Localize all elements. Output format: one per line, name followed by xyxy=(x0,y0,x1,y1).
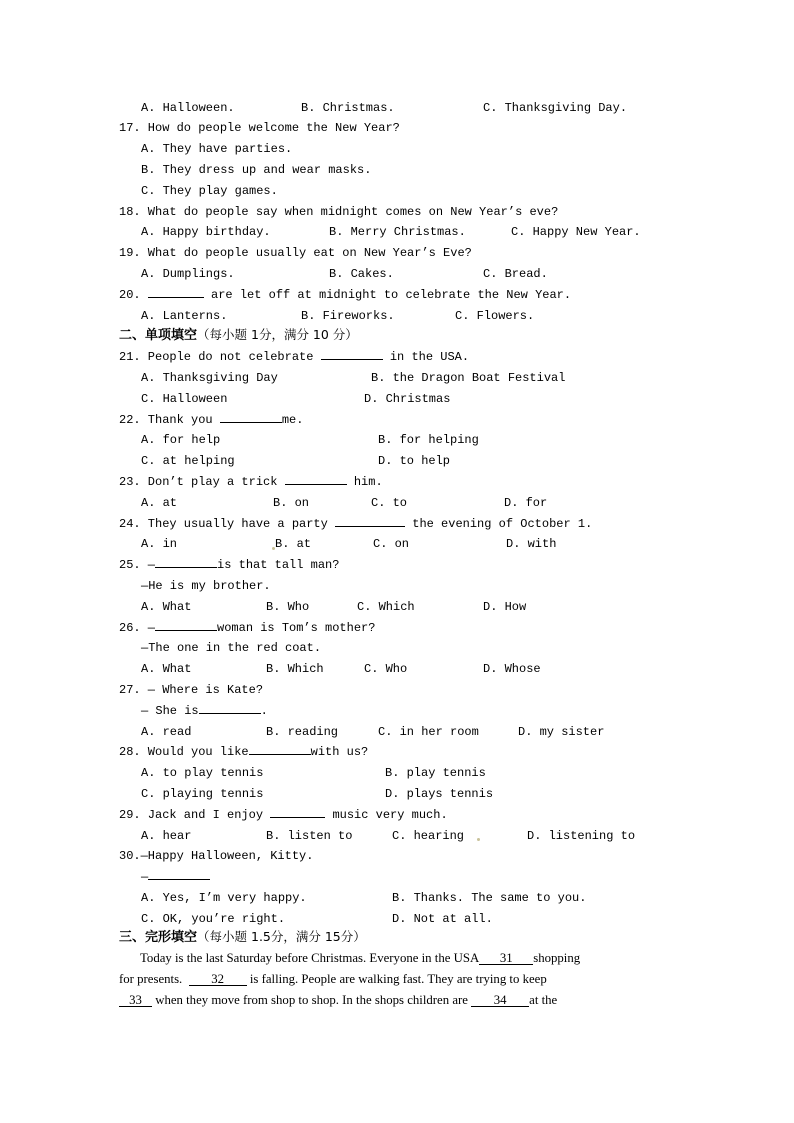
q20-stem xyxy=(119,288,571,302)
q23-stem xyxy=(119,475,383,489)
answer-blank[interactable] xyxy=(155,630,217,631)
q30-option-c: C. OK, you’re right. xyxy=(141,912,286,926)
q26-option-a: A. What xyxy=(141,662,192,676)
q24-option-b: B. at xyxy=(275,537,312,551)
q29-option-b: B. listen to xyxy=(266,829,353,843)
passage-line-2 xyxy=(119,972,547,986)
q26-stem-post: woman is Tom’s mother? xyxy=(217,621,376,635)
q24-option-a: A. in xyxy=(141,537,178,551)
q29-option-c: C. hearing xyxy=(392,829,465,843)
q23-option-a: A. at xyxy=(141,496,178,510)
q26-stem-pre: 26. — xyxy=(119,621,156,635)
q23-stem-pre: 23. Don’t play a trick xyxy=(119,475,278,489)
q17-option-a: A. They have parties. xyxy=(141,142,293,156)
q25-reply: —He is my brother. xyxy=(141,579,271,593)
q18-option-a: A. Happy birthday. xyxy=(141,225,271,239)
answer-blank[interactable] xyxy=(148,297,204,298)
q18-option-c: C. Happy New Year. xyxy=(511,225,641,239)
section-3-note: （每小题 1.5分，满分 15分） xyxy=(197,929,366,944)
q16-option-c: C. Thanksgiving Day. xyxy=(483,101,628,115)
q25-stem-pre: 25. — xyxy=(119,558,156,572)
q25-option-c: C. Which xyxy=(357,600,415,614)
q25-stem xyxy=(119,558,339,572)
q28-option-d: D. plays tennis xyxy=(385,787,494,801)
answer-blank[interactable] xyxy=(321,359,383,360)
q20-option-a: A. Lanterns. xyxy=(141,309,228,323)
q21-stem-pre: 21. People do not celebrate xyxy=(119,350,314,364)
q29-stem xyxy=(119,808,448,822)
q30-stem: 30.—Happy Halloween, Kitty. xyxy=(119,849,314,863)
q18-option-b: B. Merry Christmas. xyxy=(329,225,466,239)
section-2-note: （每小题 1分，满分 10 分） xyxy=(197,327,358,342)
q22-option-d: D. to help xyxy=(378,454,451,468)
q29-option-a: A. hear xyxy=(141,829,192,843)
cloze-blank-33[interactable]: 33 xyxy=(119,994,152,1007)
speck xyxy=(272,547,275,550)
q24-stem xyxy=(119,517,592,531)
q21-stem xyxy=(119,350,469,364)
q22-option-a: A. for help xyxy=(141,433,221,447)
speck xyxy=(477,838,480,841)
q17-option-c: C. They play games. xyxy=(141,184,278,198)
q26-reply: —The one in the red coat. xyxy=(141,641,322,655)
section-2-title: 二、单项填空 xyxy=(119,328,198,343)
q19-option-c: C. Bread. xyxy=(483,267,548,281)
q25-option-a: A. What xyxy=(141,600,192,614)
q28-option-c: C. playing tennis xyxy=(141,787,264,801)
answer-blank[interactable] xyxy=(148,879,210,880)
q29-option-d: D. listening to xyxy=(527,829,636,843)
q27-reply-post: . xyxy=(260,704,268,718)
q22-option-c: C. at helping xyxy=(141,454,235,468)
q22-option-b: B. for helping xyxy=(378,433,479,447)
q30-reply xyxy=(141,870,210,884)
cloze-blank-32[interactable]: 32 xyxy=(189,973,247,986)
q24-stem-post: the evening of October 1. xyxy=(412,517,593,531)
q29-stem-pre: 29. Jack and I enjoy xyxy=(119,808,264,822)
q21-option-a: A. Thanksgiving Day xyxy=(141,371,278,385)
q20-option-c: C. Flowers. xyxy=(455,309,535,323)
q25-stem-post: is that tall man? xyxy=(217,558,340,572)
q24-stem-pre: 24. They usually have a party xyxy=(119,517,328,531)
q25-option-b: B. Who xyxy=(266,600,310,614)
q25-option-d: D. How xyxy=(483,600,527,614)
q27-stem: 27. — Where is Kate? xyxy=(119,683,264,697)
q20-option-b: B. Fireworks. xyxy=(301,309,395,323)
q27-option-c: C. in her room xyxy=(378,725,479,739)
q27-reply-pre: — She is xyxy=(141,704,199,718)
cloze-blank-34[interactable]: 34 xyxy=(471,994,529,1007)
section-3-heading xyxy=(119,930,366,945)
passage-text: when they move from shop to shop. In the shops children are xyxy=(155,993,468,1007)
q28-stem xyxy=(119,745,368,759)
passage-line-3 xyxy=(119,993,557,1007)
q16-option-a: A. Halloween. xyxy=(141,101,235,115)
q28-stem-post: with us? xyxy=(310,745,369,759)
passage-text: shopping xyxy=(533,951,581,965)
q23-option-b: B. on xyxy=(273,496,310,510)
q22-stem-post: me. xyxy=(281,413,304,427)
cloze-blank-31[interactable]: 31 xyxy=(479,952,533,965)
q26-option-b: B. Which xyxy=(266,662,324,676)
q24-option-d: D. with xyxy=(506,537,557,551)
q21-option-d: D. Christmas xyxy=(364,392,451,406)
q30-option-b: B. Thanks. The same to you. xyxy=(392,891,587,905)
passage-text: for presents. xyxy=(119,972,183,986)
q23-option-d: D. for xyxy=(504,496,548,510)
q30-option-d: D. Not at all. xyxy=(392,912,493,926)
q16-option-b: B. Christmas. xyxy=(301,101,395,115)
q18-stem: 18. What do people say when midnight comes on New Year’s eve? xyxy=(119,205,559,219)
q27-reply xyxy=(141,704,268,718)
q21-stem-post: in the USA. xyxy=(389,350,470,364)
section-3-title: 三、完形填空 xyxy=(119,930,198,945)
q19-option-b: B. Cakes. xyxy=(329,267,394,281)
passage-text: Today is the last Saturday before Christmas. Everyone in the USA xyxy=(140,951,480,965)
q28-stem-pre: 28. Would you like xyxy=(119,745,249,759)
q27-option-a: A. read xyxy=(141,725,192,739)
section-2-heading xyxy=(119,328,358,343)
q21-option-b: B. the Dragon Boat Festival xyxy=(371,371,566,385)
answer-blank[interactable] xyxy=(249,754,311,755)
q17-stem: 17. How do people welcome the New Year? xyxy=(119,121,400,135)
answer-blank[interactable] xyxy=(335,526,405,527)
q22-stem xyxy=(119,413,303,427)
q30-reply-dash: — xyxy=(141,870,149,884)
answer-blank[interactable] xyxy=(199,713,261,714)
q26-option-c: C. Who xyxy=(364,662,408,676)
passage-line-1 xyxy=(140,951,580,965)
q26-stem xyxy=(119,621,375,635)
q17-option-b: B. They dress up and wear masks. xyxy=(141,163,372,177)
passage-text: at the xyxy=(529,993,558,1007)
q24-option-c: C. on xyxy=(373,537,410,551)
answer-blank[interactable] xyxy=(270,817,325,818)
q20-stem-text: are let off at midnight to celebrate the New Year. xyxy=(211,288,572,302)
q29-stem-post: music very much. xyxy=(332,808,448,822)
q28-option-a: A. to play tennis xyxy=(141,766,264,780)
q20-number: 20. xyxy=(119,288,141,302)
q23-stem-post: him. xyxy=(353,475,383,489)
answer-blank[interactable] xyxy=(220,422,282,423)
q26-option-d: D. Whose xyxy=(483,662,541,676)
q19-option-a: A. Dumplings. xyxy=(141,267,235,281)
answer-blank[interactable] xyxy=(155,567,217,568)
q30-option-a: A. Yes, I’m very happy. xyxy=(141,891,307,905)
q27-option-d: D. my sister xyxy=(518,725,605,739)
passage-text: is falling. People are walking fast. They are trying to keep xyxy=(249,972,547,986)
q27-option-b: B. reading xyxy=(266,725,339,739)
q22-stem-pre: 22. Thank you xyxy=(119,413,213,427)
q19-stem: 19. What do people usually eat on New Year’s Eve? xyxy=(119,246,472,260)
q28-option-b: B. play tennis xyxy=(385,766,486,780)
answer-blank[interactable] xyxy=(285,484,347,485)
q21-option-c: C. Halloween xyxy=(141,392,228,406)
q23-option-c: C. to xyxy=(371,496,408,510)
